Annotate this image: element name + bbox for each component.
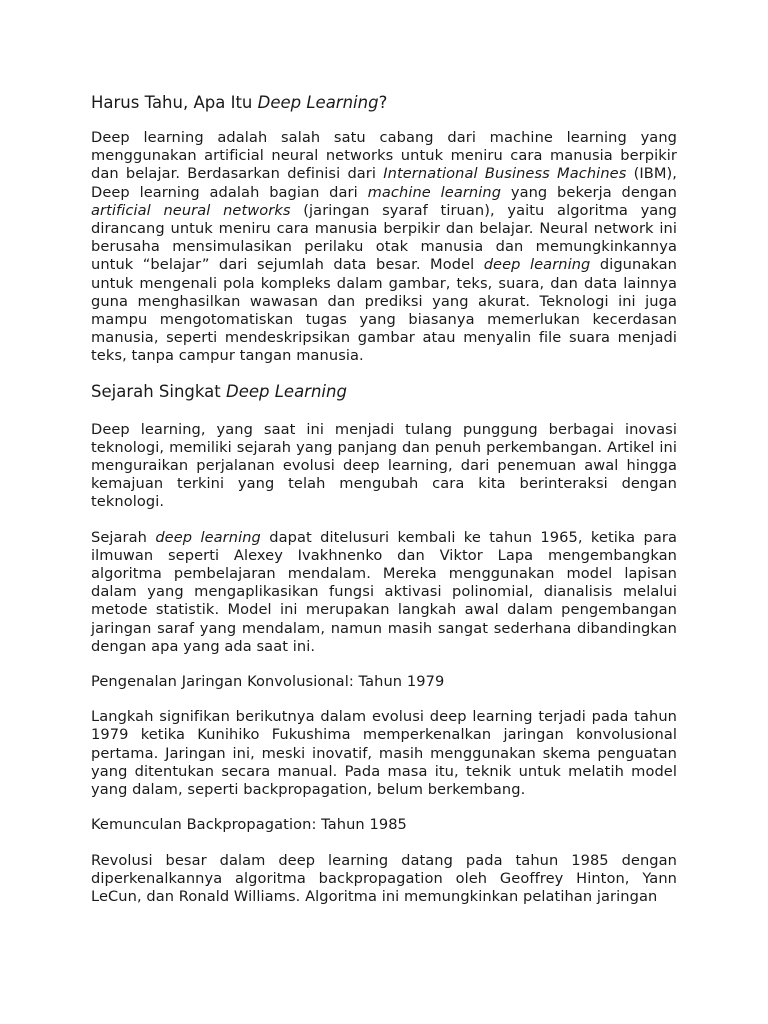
paragraph-history-1965 (91, 529, 677, 656)
heading-suffix: ? (378, 93, 388, 112)
italic-run: artificial neural networks (91, 201, 291, 219)
text-run: (jaringan syaraf tiruan), yaitu algoritma yang dirancang untuk meniru cara manusia berpikir dan belajar. Neural network ini berusaha mensimulasikan perilaku otak manusia dan memungkinkannya untuk “belajar” dari sejumlah data besar. Model (91, 201, 677, 274)
heading-apa-itu-deep-learning (91, 91, 677, 115)
text-run: dapat ditelusuri kembali ke tahun 1965, ketika para ilmuwan seperti Alexey Ivakhnenko dan Viktor Lapa mengembangkan algoritma pembelajaran mendalam. Mereka menggunakan model lapisan dalam yang mengaplikasikan fungsi aktivasi polinomial, dianalisis melalui metode statistik. Model ini merupakan langkah awal dalam pengembangan jaringan saraf yang mendalam, namun masih sangat sederhana dibandingkan dengan apa yang ada saat ini. (91, 528, 677, 655)
paragraph-definition (91, 129, 677, 366)
text-run: Deep learning adalah salah satu cabang dari machine learning yang menggunakan artificial neural networks untuk meniru cara manusia berpikir dan belajar. Berdasarkan definisi dari (91, 129, 677, 183)
heading-italic-term: Deep Learning (226, 381, 347, 401)
heading-sejarah-singkat (91, 380, 677, 404)
heading-italic-term: Deep Learning (257, 93, 379, 112)
text-run: digunakan untuk mengenali pola kompleks dalam gambar, teks, suara, dan data lainnya guna menghasilkan wawasan dan prediksi yang akurat. Teknologi ini juga mampu mengotomatiskan tugas yang biasanya memerlukan kecerdasan manusia, seperti mendeskripsikan gambar atau menyalin file suara menjadi teks, tanpa campur tangan manusia. (91, 256, 677, 365)
paragraph-intro-history: Deep learning, yang saat ini menjadi tulang punggung berbagai inovasi teknologi, memiliki sejarah yang panjang dan penuh perkembangan. Artikel ini menguraikan perjalanan evolusi deep learning, dari penemuan awal hingga kemajuan terkini yang telah mengubah cara kita berinteraksi dengan teknologi. (91, 420, 677, 511)
text-run: Sejarah (91, 528, 156, 546)
paragraph-history-1979: Langkah signifikan berikutnya dalam evolusi deep learning terjadi pada tahun 1979 ketika Kunihiko Fukushima memperkenalkan jaringan konvolusional pertama. Jaringan ini, meski inovatif, masih menggunakan skema penguatan yang ditentukan secara manual. Pada masa itu, teknik untuk melatih model yang dalam, seperti backpropagation, belum berkembang. (91, 708, 677, 799)
italic-run: International Business Machines (383, 165, 627, 183)
paragraph-history-1985: Revolusi besar dalam deep learning datang pada tahun 1985 dengan diperkenalkannya algoritma backpropagation oleh Geoffrey Hinton, Yann LeCun, dan Ronald Williams. Algoritma ini memungkinkan pelatihan jaringan (91, 851, 677, 905)
italic-run: deep learning (483, 256, 591, 274)
italic-run: deep learning (155, 528, 261, 546)
document-page (91, 90, 677, 906)
heading-text: Sejarah Singkat (91, 381, 226, 401)
italic-run: machine learning (367, 183, 502, 201)
text-run: (IBM), Deep learning adalah bagian dari (91, 165, 677, 201)
text-run: yang bekerja dengan (501, 183, 677, 201)
heading-text: Harus Tahu, Apa Itu (91, 93, 258, 112)
subheading-backpropagation-1985: Kemunculan Backpropagation: Tahun 1985 (91, 816, 407, 834)
subheading-convolutional-1979: Pengenalan Jaringan Konvolusional: Tahun 1979 (91, 673, 445, 691)
